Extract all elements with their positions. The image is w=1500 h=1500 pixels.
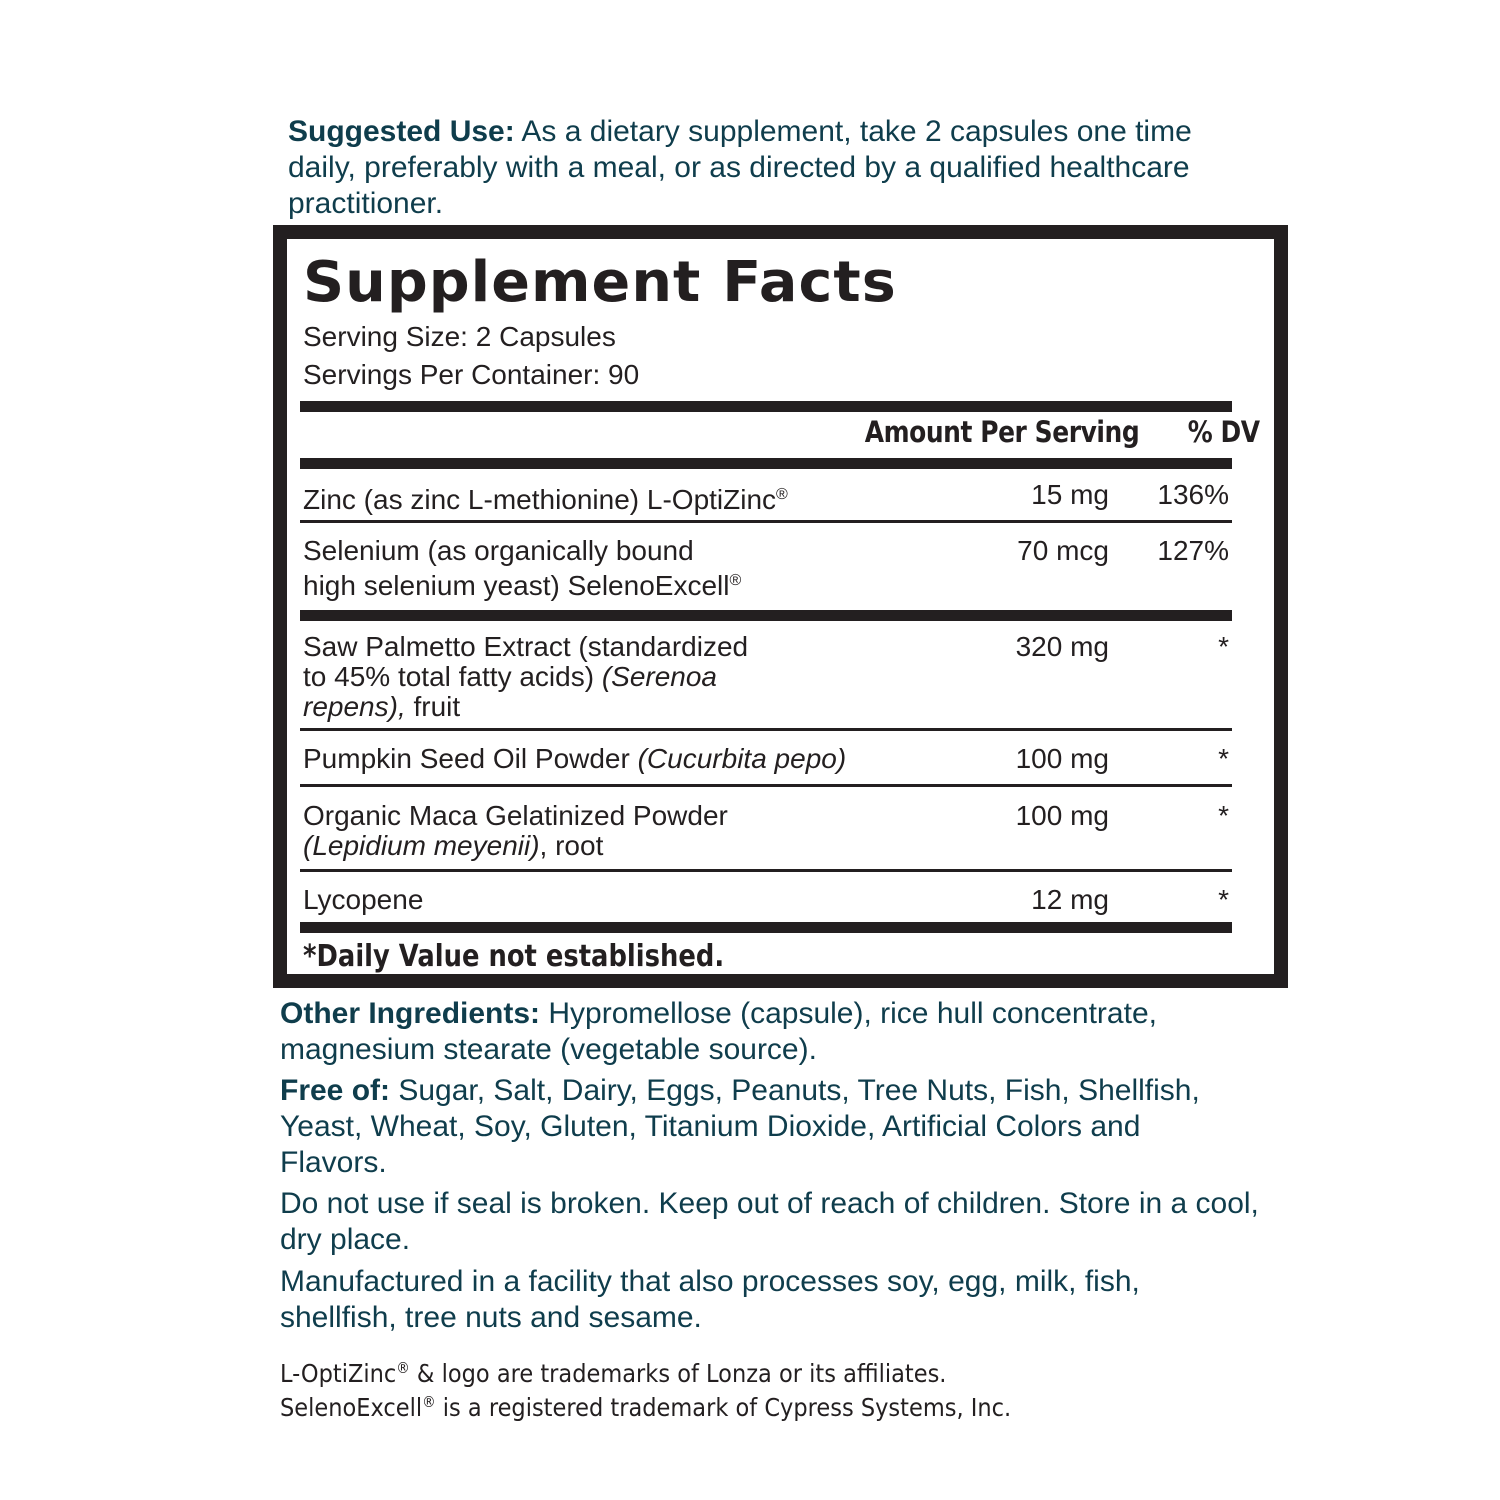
- trademark-text: is a registered trademark of Cypress Systems, Inc.: [435, 1393, 1012, 1422]
- trademark-text: & logo are trademarks of Lonza or its affiliates.: [409, 1359, 947, 1388]
- ingredient-amount: 12 mg: [1031, 884, 1109, 915]
- ingredient-amount: 320 mg: [1015, 631, 1109, 662]
- ingredient-amount: 100 mg: [1015, 743, 1109, 774]
- registered-mark: ®: [729, 572, 742, 589]
- ingredient-dv: 136%: [1157, 479, 1229, 510]
- divider-thick: [300, 610, 1232, 621]
- ingredient-name-line: high selenium yeast) SelenoExcell: [303, 570, 730, 601]
- divider-thin: [300, 728, 1232, 731]
- trademark-line-1: [280, 1352, 1144, 1390]
- other-ingredients: [280, 996, 1260, 1068]
- ingredient-amount: 70 mcg: [1017, 535, 1109, 566]
- column-header-amount: Amount Per Serving: [864, 415, 1139, 449]
- ingredient-amount: 100 mg: [1015, 800, 1109, 831]
- free-of-text: Sugar, Salt, Dairy, Eggs, Peanuts, Tree Nuts, Fish, Shellfish, Yeast, Wheat, Soy, Gluten, Titanium Dioxide, Artificial Colors and Flavors.: [280, 1074, 1200, 1179]
- ingredient-name: [303, 744, 846, 774]
- ingredient-dv: *: [1218, 800, 1229, 831]
- ingredient-name-line: Organic Maca Gelatinized Powder: [303, 800, 728, 831]
- suggested-use-text: As a dietary supplement, take 2 capsules one time daily, preferably with a meal, or as directed by a qualified healthcare practitioner.: [288, 115, 1192, 220]
- suggested-use: [288, 114, 1248, 222]
- botanical-name: repens),: [303, 691, 406, 722]
- storage-warning: Do not use if seal is broken. Keep out of reach of children. Store in a cool, dry place.: [280, 1187, 1259, 1256]
- other-ingredients-label: Other Ingredients:: [280, 997, 541, 1030]
- free-of: [280, 1073, 1220, 1181]
- ingredient-dv: *: [1218, 743, 1229, 774]
- ingredient-name: [303, 536, 741, 601]
- ingredient-dv: *: [1218, 631, 1229, 662]
- ingredient-name: [303, 632, 748, 722]
- free-of-label: Free of:: [280, 1074, 391, 1107]
- ingredient-name: Lycopene: [303, 884, 424, 915]
- botanical-name: (Lepidium meyenii): [303, 830, 540, 861]
- facts-title: Supplement Facts: [303, 250, 897, 315]
- column-header-dv: % DV: [1188, 415, 1260, 449]
- registered-mark: ®: [396, 1359, 410, 1377]
- ingredient-dv: 127%: [1157, 535, 1229, 566]
- servings-per-container: Servings Per Container: 90: [303, 359, 640, 390]
- ingredient-dv: *: [1218, 884, 1229, 915]
- other-ingredients-text: Hypromellose (capsule), rice hull concentrate, magnesium stearate (vegetable source).: [280, 997, 1157, 1066]
- ingredient-name-line: Saw Palmetto Extract (standardized: [303, 631, 749, 662]
- divider-thick: [300, 401, 1232, 412]
- trademark-name: L-OptiZinc: [280, 1359, 397, 1388]
- ingredient-name-line: Selenium (as organically bound: [303, 535, 694, 566]
- divider-thin: [300, 784, 1232, 787]
- plant-part: fruit: [405, 691, 461, 722]
- trademark-name: SelenoExcell: [280, 1393, 423, 1422]
- ingredient-amount: 15 mg: [1031, 479, 1109, 510]
- ingredient-name-text: Zinc (as zinc L-methionine) L-OptiZinc: [303, 484, 777, 515]
- ingredient-name-line: to 45% total fatty acids): [303, 661, 602, 692]
- daily-value-footnote: *Daily Value not established.: [303, 939, 725, 974]
- ingredient-name: [303, 480, 788, 515]
- suggested-use-label: Suggested Use:: [288, 115, 515, 148]
- divider-thin: [300, 520, 1232, 523]
- divider-thick: [300, 458, 1232, 469]
- botanical-name: (Serenoa: [601, 661, 717, 692]
- plant-part: , root: [539, 830, 604, 861]
- allergen-statement: Manufactured in a facility that also processes soy, egg, milk, fish, shellfish, tree nuts and sesame.: [280, 1265, 1140, 1334]
- ingredient-name-text: Pumpkin Seed Oil Powder: [303, 743, 638, 774]
- ingredient-name: [303, 801, 728, 861]
- divider-thin: [300, 869, 1232, 872]
- botanical-name: (Cucurbita pepo): [637, 743, 847, 774]
- registered-mark: ®: [422, 1393, 436, 1411]
- trademark-line-2: [280, 1386, 1144, 1424]
- divider-thick: [300, 922, 1232, 933]
- registered-mark: ®: [776, 486, 788, 503]
- serving-size: Serving Size: 2 Capsules: [303, 321, 616, 352]
- supplement-facts-panel: [273, 225, 1288, 988]
